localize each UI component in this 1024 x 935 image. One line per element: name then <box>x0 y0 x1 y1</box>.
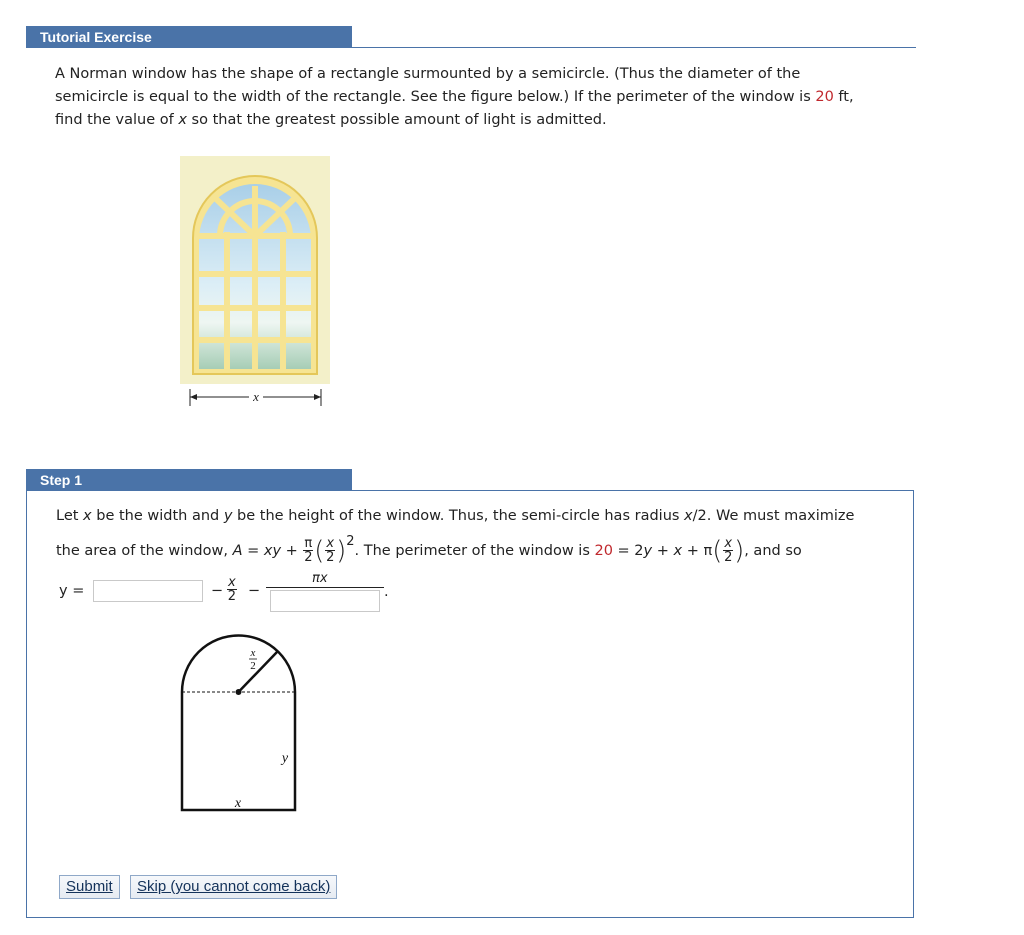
y-equals-label: y = <box>59 583 85 599</box>
fraction-bar <box>266 587 384 588</box>
minus-sign-2: − <box>248 583 261 599</box>
equation-period: . <box>384 584 389 600</box>
height-label: y <box>281 751 289 766</box>
width-label: x <box>234 796 242 811</box>
step-text-line-2: the area of the window, A = xy + $\frac{\pi}{2}$ ( $\frac{x}{2}$ )$^2$. The perimeter of the window is 20 = 2y + x + π( $\frac{x}{2}$ ), and so <box>56 534 802 566</box>
step-text-line-1: Let x be the width and y be the height of the window. Thus, the semi-circle has radius x/2. We must maximize <box>56 508 855 524</box>
pi-over-2-fraction: $\frac{\pi}{2}$ <box>304 536 313 566</box>
step-1-header: Step 1 <box>26 469 352 491</box>
problem-line-2: semicircle is equal to the width of the rectangle. See the figure below.) If the perimeter of the window is 20 ft, <box>55 89 854 105</box>
x-over-2-term: $\frac{x}{2}$ <box>227 575 236 604</box>
problem-line-1: A Norman window has the shape of a rectangle surmounted by a semicircle. (Thus the diameter of the <box>55 66 801 82</box>
window-diagram <box>176 634 302 814</box>
perimeter-value: 20 <box>815 89 834 105</box>
pix-numerator: πx <box>312 571 328 586</box>
denominator-input[interactable] <box>270 590 380 612</box>
x-over-2-fraction: $\frac{x}{2}$ <box>326 536 335 566</box>
norman-window-illustration <box>180 156 332 411</box>
tutorial-exercise-header: Tutorial Exercise <box>26 26 352 48</box>
problem-line-3: find the value of x so that the greatest possible amount of light is admitted. <box>55 112 607 128</box>
x-over-2-fraction-perimeter: $\frac{x}{2}$ <box>724 536 733 566</box>
header-rule <box>26 47 916 48</box>
radius-label-numerator: x <box>250 647 256 659</box>
window-width-label: x <box>253 389 259 404</box>
submit-button[interactable]: Submit <box>59 875 120 899</box>
problem-statement <box>55 63 915 132</box>
minus-sign-1: − <box>211 583 224 599</box>
step-perimeter-value: 20 <box>594 542 613 559</box>
skip-button[interactable]: Skip (you cannot come back) <box>130 875 337 899</box>
radius-label-denominator: 2 <box>250 660 256 672</box>
y-constant-input[interactable] <box>93 580 203 602</box>
